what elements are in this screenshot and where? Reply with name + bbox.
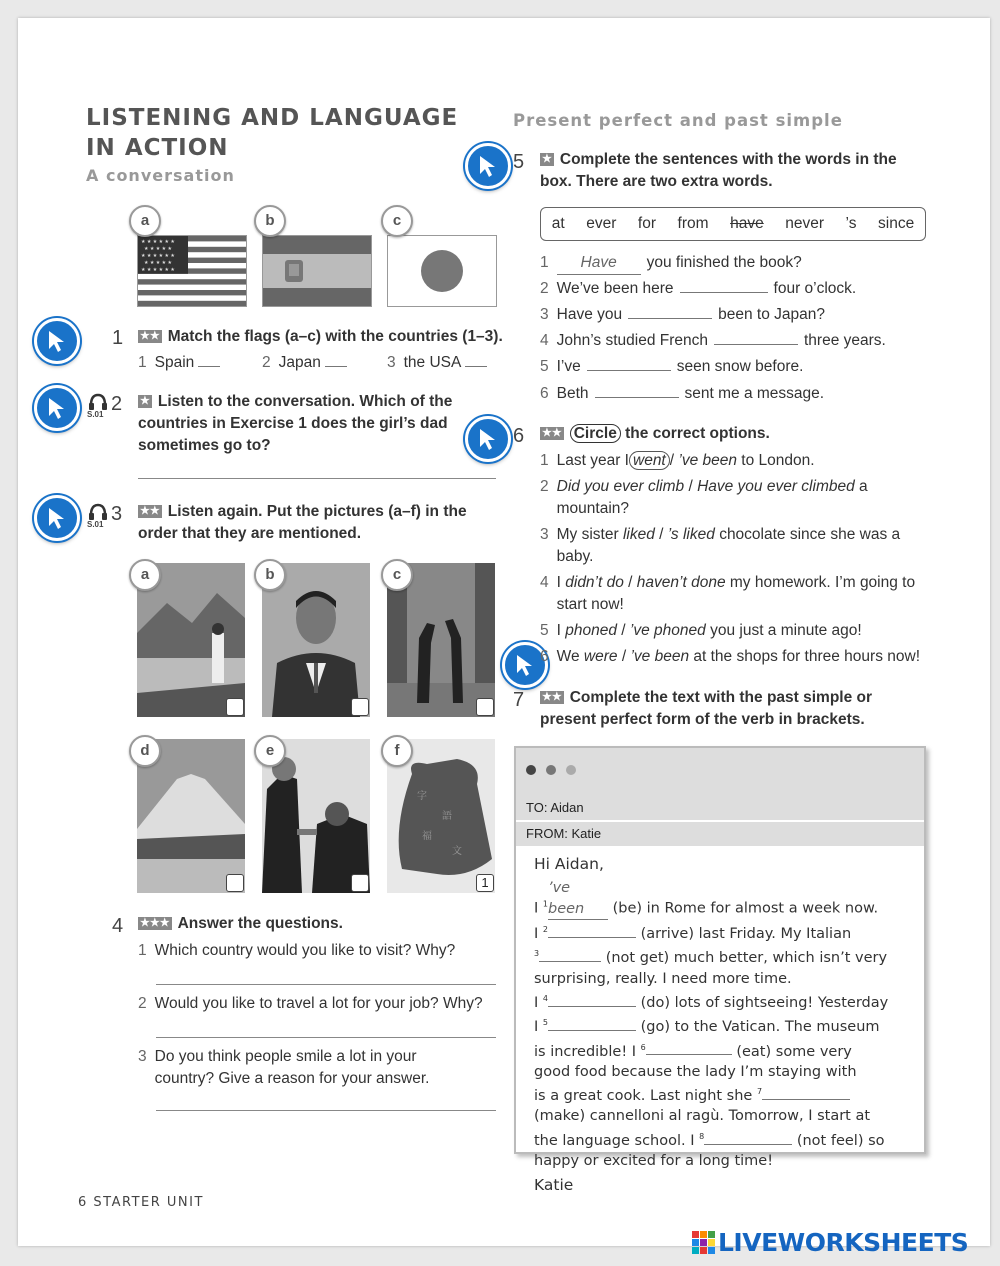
- page-title: LISTENING AND LANGUAGE IN ACTION: [86, 105, 459, 161]
- option-1[interactable]: didn’t do: [565, 574, 624, 591]
- email-line: I $^4$ (do) lots of sightseeing! Yesterday: [534, 994, 889, 1011]
- picture-label-d: d: [129, 735, 161, 767]
- option-1[interactable]: went: [629, 451, 670, 470]
- track-number: S.01: [87, 520, 104, 529]
- ex6-item: 6 We were / ’ve been at the shops for three hours now!: [540, 648, 920, 665]
- picture-label-b: b: [254, 559, 286, 591]
- option-2[interactable]: haven’t done: [636, 574, 726, 591]
- email-blank[interactable]: [704, 1144, 792, 1145]
- usa-flag-image: [138, 236, 246, 306]
- ex5-item: 2 We’ve been here four o’clock.: [540, 280, 857, 297]
- ex5-instruction: ★ Complete the sentences with the words in the box. There are two extra words.: [540, 151, 897, 190]
- email-blank[interactable]: [762, 1099, 850, 1100]
- picture-label-f: f: [381, 735, 413, 767]
- order-box-f: 1: [476, 874, 494, 892]
- window-dot: [546, 765, 556, 775]
- ex5-item: 5 I’ve seen snow before.: [540, 358, 804, 375]
- exercise-number: 5: [513, 151, 525, 173]
- exercise-number: 7: [513, 689, 525, 711]
- option-2[interactable]: ’ve been: [630, 648, 690, 665]
- ex6-item: 3 My sister liked / ’s liked chocolate since she was a baby.: [540, 526, 901, 565]
- exercise-number: 4: [112, 915, 124, 937]
- word-box-item: have: [730, 215, 764, 232]
- exercise-number: 6: [513, 425, 525, 447]
- word-box-item: since: [878, 215, 915, 232]
- ex1-item: 1 Spain: [138, 352, 220, 374]
- ex1-item: 3 the USA: [387, 352, 487, 374]
- flag-label-b: b: [254, 205, 286, 237]
- option-1[interactable]: phoned: [565, 622, 617, 639]
- order-box-b[interactable]: [351, 698, 369, 716]
- email-line: happy or excited for a long time!: [534, 1153, 774, 1170]
- email-line: is incredible! I $^6$ (eat) some very: [534, 1042, 852, 1060]
- svg-text:★ ★ ★ ★ ★: ★ ★ ★ ★ ★: [144, 260, 172, 266]
- difficulty-stars: ★★★: [140, 917, 170, 929]
- email-line: surprising, really. I need more time.: [534, 970, 792, 987]
- liveworksheets-icon: [692, 1231, 716, 1255]
- email-blank[interactable]: [548, 1006, 636, 1007]
- email-blank[interactable]: [646, 1054, 732, 1055]
- answer-blank[interactable]: [680, 292, 768, 293]
- email-line: I $^2$ (arrive) last Friday. My Italian: [534, 925, 852, 943]
- email-to-field: TO: Aidan: [516, 796, 924, 822]
- option-1[interactable]: Did you ever climb: [556, 478, 685, 495]
- email-line: (make) cannelloni al ragù. Tomorrow, I start at: [534, 1108, 871, 1125]
- email-from-field: FROM: Katie: [516, 822, 924, 848]
- ex4-question: 3 Do you think people smile a lot in your country? Give a reason for your answer.: [138, 1048, 430, 1087]
- option-2[interactable]: ’ve phoned: [629, 622, 706, 639]
- japan-flag-image: [388, 236, 496, 306]
- difficulty-stars: ★: [140, 395, 150, 407]
- picture-label-c: c: [381, 559, 413, 591]
- flag-usa: [137, 235, 247, 307]
- ex5-item: 3 Have you been to Japan?: [540, 306, 825, 323]
- section-title: Present perfect and past simple: [513, 111, 843, 130]
- difficulty-stars: ★★: [140, 330, 160, 342]
- ex6-item: 1 Last year I went / ’ve been to London.: [540, 452, 815, 469]
- email-line: I $^1$’ve been (be) in Rome for almost a week now.: [534, 878, 914, 920]
- ex6-instruction: ★★ Circle the correct options.: [542, 425, 770, 442]
- flag-spain: [262, 235, 372, 307]
- answer-blank[interactable]: [325, 366, 347, 367]
- liveworksheets-logo: LIVEWORKSHEETS: [692, 1228, 968, 1257]
- email-greeting: Hi Aidan,: [534, 855, 604, 873]
- email-body: [516, 848, 924, 1196]
- order-box-e[interactable]: [351, 874, 369, 892]
- window-dot: [566, 765, 576, 775]
- picture-label-a: a: [129, 559, 161, 591]
- ex3-instruction: ★★ Listen again. Put the pictures (a–f) in the order that they are mentioned.: [138, 503, 467, 542]
- flag-japan: [387, 235, 497, 307]
- difficulty-stars: ★: [542, 153, 552, 165]
- page-footer: 6 STARTER UNIT: [78, 1195, 204, 1210]
- track-number: S.01: [87, 410, 104, 419]
- email-window: [514, 746, 926, 1195]
- word-box-item: from: [677, 215, 709, 232]
- svg-text:★ ★ ★ ★ ★ ★: ★ ★ ★ ★ ★ ★: [141, 239, 175, 245]
- exercise-number: 1: [112, 327, 124, 349]
- answer-line[interactable]: [156, 1110, 496, 1111]
- email-titlebar: [516, 748, 924, 796]
- email-answer: ’ve been: [548, 878, 608, 920]
- difficulty-stars: ★★: [140, 505, 160, 517]
- ex6-item: 5 I phoned / ’ve phoned you just a minute ago!: [540, 622, 862, 639]
- option-1[interactable]: liked: [622, 526, 655, 543]
- exercise-number: 3: [111, 503, 123, 525]
- answer-blank[interactable]: [587, 370, 671, 371]
- ex4-instruction: ★★★ Answer the questions.: [140, 915, 343, 932]
- flag-label-c: c: [381, 205, 413, 237]
- email-line: the language school. I $^8$ (not feel) so: [534, 1131, 885, 1149]
- option-1[interactable]: were: [583, 648, 618, 665]
- svg-text:★ ★ ★ ★ ★: ★ ★ ★ ★ ★: [144, 246, 172, 252]
- svg-text:字: 字: [417, 791, 427, 802]
- svg-text:★ ★ ★ ★ ★ ★: ★ ★ ★ ★ ★ ★: [141, 267, 175, 273]
- circle-word: Circle: [570, 424, 621, 443]
- answer-blank[interactable]: [628, 318, 712, 319]
- flag-label-a: a: [129, 205, 161, 237]
- picture-label-e: e: [254, 735, 286, 767]
- answer-blank[interactable]: [714, 344, 798, 345]
- ex7-instruction: ★★ Complete the text with the past simple or present perfect form of the verb in brackets.: [540, 689, 873, 728]
- svg-text:文: 文: [452, 846, 462, 857]
- ex1-item: 2 Japan: [262, 352, 347, 374]
- cursor-icon[interactable]: [34, 495, 80, 541]
- answer-blank[interactable]: [595, 397, 679, 398]
- answer-blank[interactable]: [465, 366, 487, 367]
- ex6-item: 2 Did you ever climb / Have you ever climbed a mountain?: [540, 478, 868, 517]
- email-blank[interactable]: [539, 961, 601, 962]
- window-dot: [526, 765, 536, 775]
- email-line: good food because the lady I’m staying with: [534, 1063, 857, 1080]
- answer-blank[interactable]: [198, 366, 220, 367]
- email-line: is a great cook. Last night she $^7$: [534, 1082, 914, 1106]
- answer-line[interactable]: [156, 1037, 496, 1038]
- spain-flag-image: [263, 236, 371, 306]
- word-box-item: for: [637, 215, 657, 232]
- cursor-icon[interactable]: [34, 385, 80, 431]
- word-box: [540, 207, 926, 241]
- word-box-item: ever: [586, 215, 617, 232]
- difficulty-stars: ★★: [542, 427, 562, 439]
- ex5-item: 6 Beth sent me a message.: [540, 385, 825, 402]
- svg-text:語: 語: [442, 811, 452, 822]
- answer-blank: Have: [557, 252, 641, 275]
- exercise-number: 2: [111, 393, 123, 415]
- email-blank[interactable]: [548, 1030, 636, 1031]
- word-box-item: never: [785, 215, 825, 232]
- order-box-d[interactable]: [226, 874, 244, 892]
- option-2[interactable]: ’s liked: [667, 526, 715, 543]
- email-signoff: Katie: [534, 1176, 574, 1195]
- answer-line[interactable]: [156, 984, 496, 985]
- svg-text:福: 福: [422, 831, 432, 842]
- email-line: I $^5$ (go) to the Vatican. The museum: [534, 1018, 880, 1036]
- email-blank[interactable]: [548, 937, 636, 938]
- ex1-instruction: ★★ Match the flags (a–c) with the countries (1–3).: [140, 328, 503, 345]
- ex6-item: 4 I didn’t do / haven’t done my homework. I’m going to start now!: [540, 574, 916, 613]
- page-subtitle: A conversation: [86, 166, 235, 185]
- order-box-c[interactable]: [476, 698, 494, 716]
- difficulty-stars: ★★: [542, 691, 562, 703]
- answer-line[interactable]: [138, 478, 496, 479]
- word-box-item: ’s: [845, 215, 857, 232]
- option-2[interactable]: Have you ever climbed: [697, 478, 855, 495]
- cursor-icon[interactable]: [465, 143, 511, 189]
- ex4-question: 1 Which country would you like to visit? Why?: [138, 942, 456, 959]
- order-box-a[interactable]: [226, 698, 244, 716]
- ex2-instruction: ★ Listen to the conversation. Which of the countries in Exercise 1 does the girl’s dad sometimes go to?: [138, 393, 453, 454]
- email-line: $^3$ (not get) much better, which isn’t very: [534, 949, 888, 967]
- cursor-icon[interactable]: [34, 318, 80, 364]
- ex5-item: 4 John’s studied French three years.: [540, 332, 886, 349]
- option-2[interactable]: ’ve been: [678, 452, 737, 469]
- ex5-item: 1 Have you finished the book?: [540, 252, 802, 275]
- ex4-question: 2 Would you like to travel a lot for your job? Why?: [138, 995, 483, 1012]
- svg-text:★ ★ ★ ★ ★ ★: ★ ★ ★ ★ ★ ★: [141, 253, 175, 259]
- word-box-item: at: [551, 215, 565, 232]
